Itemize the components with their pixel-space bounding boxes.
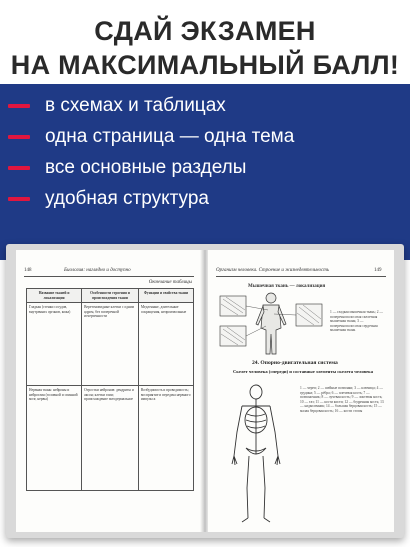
headline-line-1: СДАЙ ЭКЗАМЕН [94, 16, 316, 46]
table-cell: Нервная ткань: нейроны и нейроглия (головной и спинной мозг, нервы) [27, 386, 82, 491]
tissue-table [26, 288, 194, 491]
table-cell: Отростки нейронов: дендриты и аксон; клетки глии; происхождение эктодермальное [82, 386, 139, 491]
dash-icon [8, 135, 30, 139]
section-subtitle: Скелет человека (спереди) и составные элементы скелета человека [232, 369, 374, 374]
table-cell: Медленные, длительные сокращения, непроизвольные [138, 303, 193, 386]
feature-label: все основные разделы [45, 157, 247, 178]
table-cell: Веретеновидные клетки с одним ядром, без поперечной исчерченности [82, 303, 139, 386]
muscle-tissue-illustration [216, 290, 326, 358]
section-title: 24. Опорно-двигательная система [252, 360, 338, 366]
table-header: Особенности строения и происхождения ткани [82, 289, 139, 303]
page-rule [216, 276, 386, 277]
table-caption: Окончание таблицы [148, 280, 192, 285]
feature-label: одна страница — одна тема [45, 126, 295, 147]
muscle-tissue-title: Мышечная ткань — локализация [248, 284, 326, 289]
feature-item [0, 183, 410, 214]
feature-item [0, 152, 410, 183]
page-rule [24, 276, 194, 277]
table-header: Название тканей и локализация [27, 289, 82, 303]
table-row [27, 386, 194, 491]
book-page-right [208, 250, 394, 532]
feature-list [0, 90, 410, 214]
running-head-left: Биология: наглядно и доступно [64, 268, 131, 273]
dash-icon [8, 197, 30, 201]
headline-line-2: НА МАКСИМАЛЬНЫЙ БАЛЛ! [10, 50, 400, 80]
feature-item [0, 121, 410, 152]
table-header: Функции и свойства ткани [138, 289, 193, 303]
muscle-legend: 1 — гладкая мышечная ткань; 2 — поперечнополосатая скелетная мышечная ткань; 3 — поперечнополосатая сердечная мышечная ткань [330, 310, 383, 333]
feature-item [0, 90, 410, 121]
book-page-left [16, 250, 202, 532]
skeleton-icon [226, 382, 286, 527]
human-silhouette-icon [256, 293, 286, 354]
dash-icon [8, 104, 30, 108]
skeleton-legend: 1 — череп; 2 — шейные позвонки; 3 — ключица; 4 — грудина; 5 — рёбра; 6 — плечевая кость; 7 — позвоночник; 8 — лучевая кость; 9 — локтевая кость; 10 — таз; 11 — кости кисти; 12 — бедренная кость; 13 — надколенник; 14 — большая берцовая кость; 15 — малая берцовая кость; 16 — кости стопы [300, 386, 384, 413]
feature-label: удобная структура [45, 188, 209, 209]
table-cell: Возбудимость и проводимость; восприятие и передача нервного импульса [138, 386, 193, 491]
page-number-right: 149 [374, 268, 382, 273]
dash-icon [8, 166, 30, 170]
headline [0, 14, 410, 82]
table-cell: Гладкая (стенки сосудов, внутренних органов, кожа) [27, 303, 82, 386]
page-number-left: 148 [24, 268, 32, 273]
feature-label: в схемах и таблицах [45, 95, 226, 116]
table-row [27, 303, 194, 386]
running-head-right: Организм человека. Строение и жизнедеятельность [216, 268, 330, 273]
